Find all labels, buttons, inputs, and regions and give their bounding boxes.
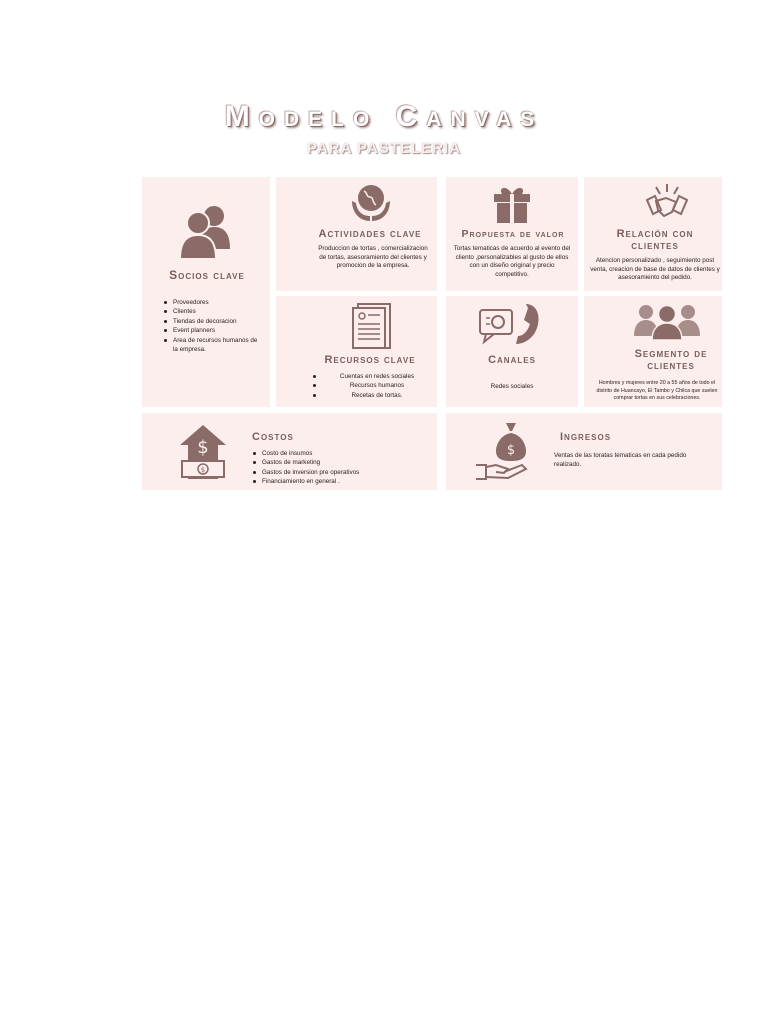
list-item: Recursos humanos bbox=[312, 381, 432, 390]
svg-text:$: $ bbox=[506, 443, 516, 458]
costos-list bbox=[252, 449, 412, 487]
svg-text:$: $ bbox=[197, 437, 209, 458]
canales-heading: Canales bbox=[488, 354, 536, 366]
partners-icon bbox=[178, 203, 232, 261]
propuesta-valor-text: Tortas tematicas de acuerdo al evento del cliento ,personalizables al gusto de ellos con un diseño original y precio competitivo. bbox=[453, 245, 571, 278]
money-house-icon bbox=[178, 423, 228, 481]
actividades-clave-heading: Actividades clave bbox=[318, 228, 422, 240]
ingresos-heading: Ingresos bbox=[560, 431, 612, 443]
recursos-clave-heading: Recursos clave bbox=[324, 354, 416, 366]
relacion-clientes-heading: Relación con clientes bbox=[616, 228, 694, 252]
page-subtitle: PARA PASTELERIA bbox=[307, 140, 461, 157]
relacion-clientes-text: Atencion personalizado , seguimiento post venta, creacion de base de datos de clientes y asesoramiento del pedido. bbox=[590, 257, 720, 282]
canales-text: Redes sociales bbox=[490, 383, 534, 390]
list-item: Area de recursos humanos de la empresa. bbox=[163, 336, 259, 355]
list-item: Gastos de inversion pre operativos bbox=[252, 468, 412, 477]
ingresos-text: Ventas de las toratas tematicas en cada pedido realizado. bbox=[554, 452, 687, 468]
list-item: Event planners bbox=[163, 326, 263, 335]
actividades-clave-text: Produccion de tortas , comercializacion de tortas, asesoramiento del clientes y promocion de la empresa. bbox=[318, 245, 428, 270]
globe-hands-icon bbox=[350, 183, 392, 223]
document-icon bbox=[350, 302, 392, 350]
list-item: Cuentas en redes sociales bbox=[312, 372, 432, 381]
list-item: Gastos de marketing bbox=[252, 458, 412, 467]
chat-phone-icon bbox=[478, 302, 542, 346]
svg-text:$: $ bbox=[200, 466, 206, 474]
recursos-clave-list bbox=[312, 372, 432, 400]
list-item: Clientes bbox=[163, 307, 263, 316]
group-icon bbox=[632, 302, 702, 340]
list-item: Costo de insumos bbox=[252, 449, 412, 458]
segmento-clientes-heading: Segmento de clientes bbox=[634, 348, 708, 372]
list-item: Financiamiento en general . bbox=[252, 477, 412, 486]
list-item: Recetas de tortas. bbox=[312, 391, 432, 400]
handshake-icon bbox=[646, 184, 688, 220]
propuesta-valor-heading: Propuesta de valor bbox=[461, 228, 565, 240]
gift-icon bbox=[492, 184, 532, 224]
segmento-clientes-text: Hombres y mujeres entre 20 a 55 años de todo el distrito de Huancayo, El Tambo y Chilca que suelen comprar tortas en sus celebraciones. bbox=[596, 380, 718, 402]
socios-clave-heading: Socios clave bbox=[169, 268, 245, 282]
page-title: Modelo Canvas bbox=[224, 100, 544, 133]
list-item: Tiendas de decoracion bbox=[163, 317, 263, 326]
money-bag-hand-icon bbox=[474, 421, 534, 481]
costos-heading: Costos bbox=[252, 431, 294, 443]
list-item: Proveedores bbox=[163, 298, 263, 307]
socios-clave-list bbox=[163, 298, 263, 354]
